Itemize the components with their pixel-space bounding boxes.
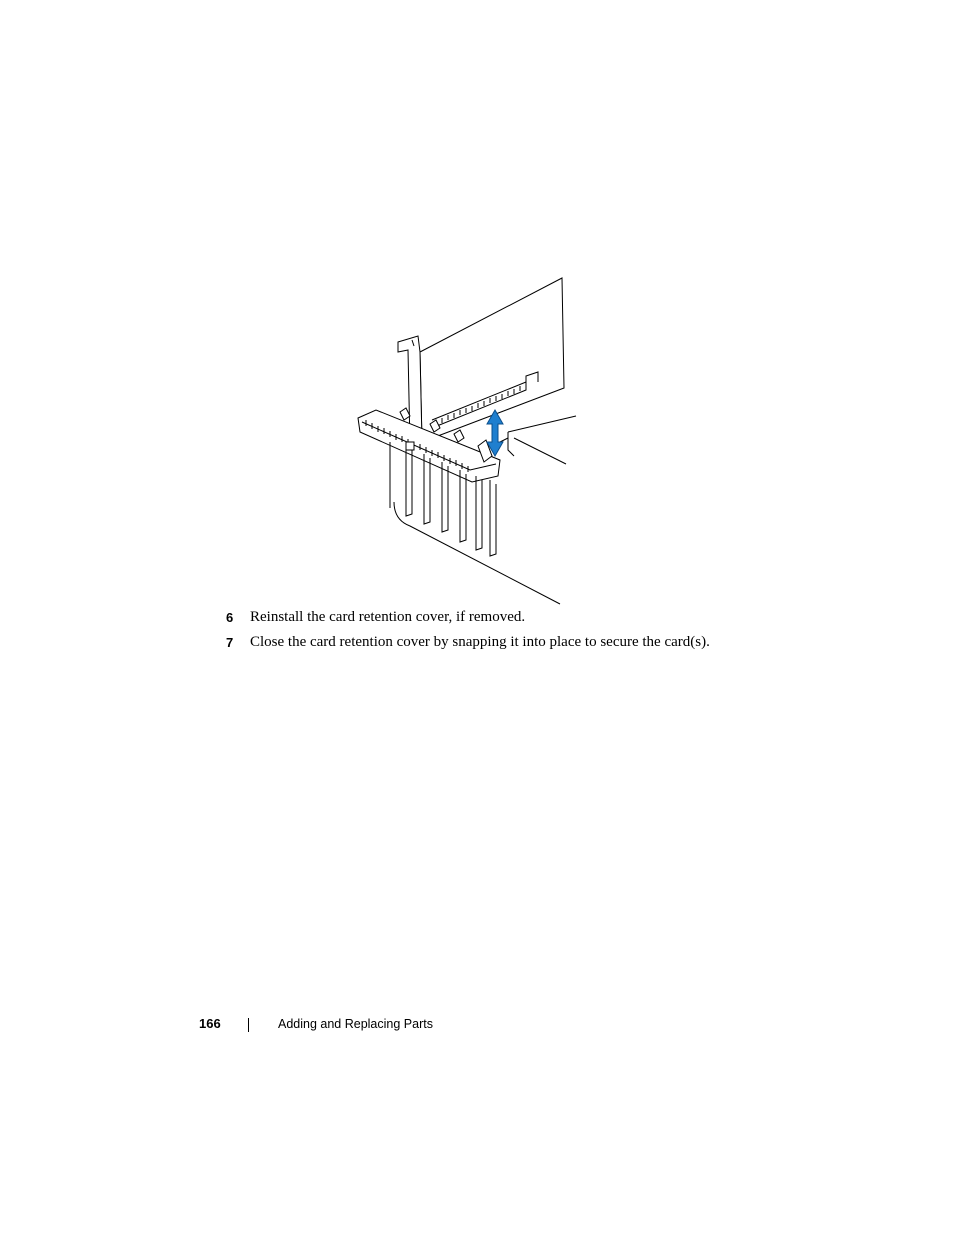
section-title: Adding and Replacing Parts <box>278 1017 433 1031</box>
footer-divider <box>248 1018 249 1032</box>
step-number: 7 <box>226 635 234 650</box>
step-number: 6 <box>226 610 234 625</box>
step-text: Reinstall the card retention cover, if removed. <box>250 609 526 625</box>
card-retention-drawing <box>350 270 590 610</box>
page-number: 166 <box>199 1016 221 1031</box>
card-retention-illustration <box>350 270 590 610</box>
step-text: Close the card retention cover by snapping it into place to secure the card(s). <box>250 634 710 650</box>
page-footer <box>0 1015 954 1037</box>
